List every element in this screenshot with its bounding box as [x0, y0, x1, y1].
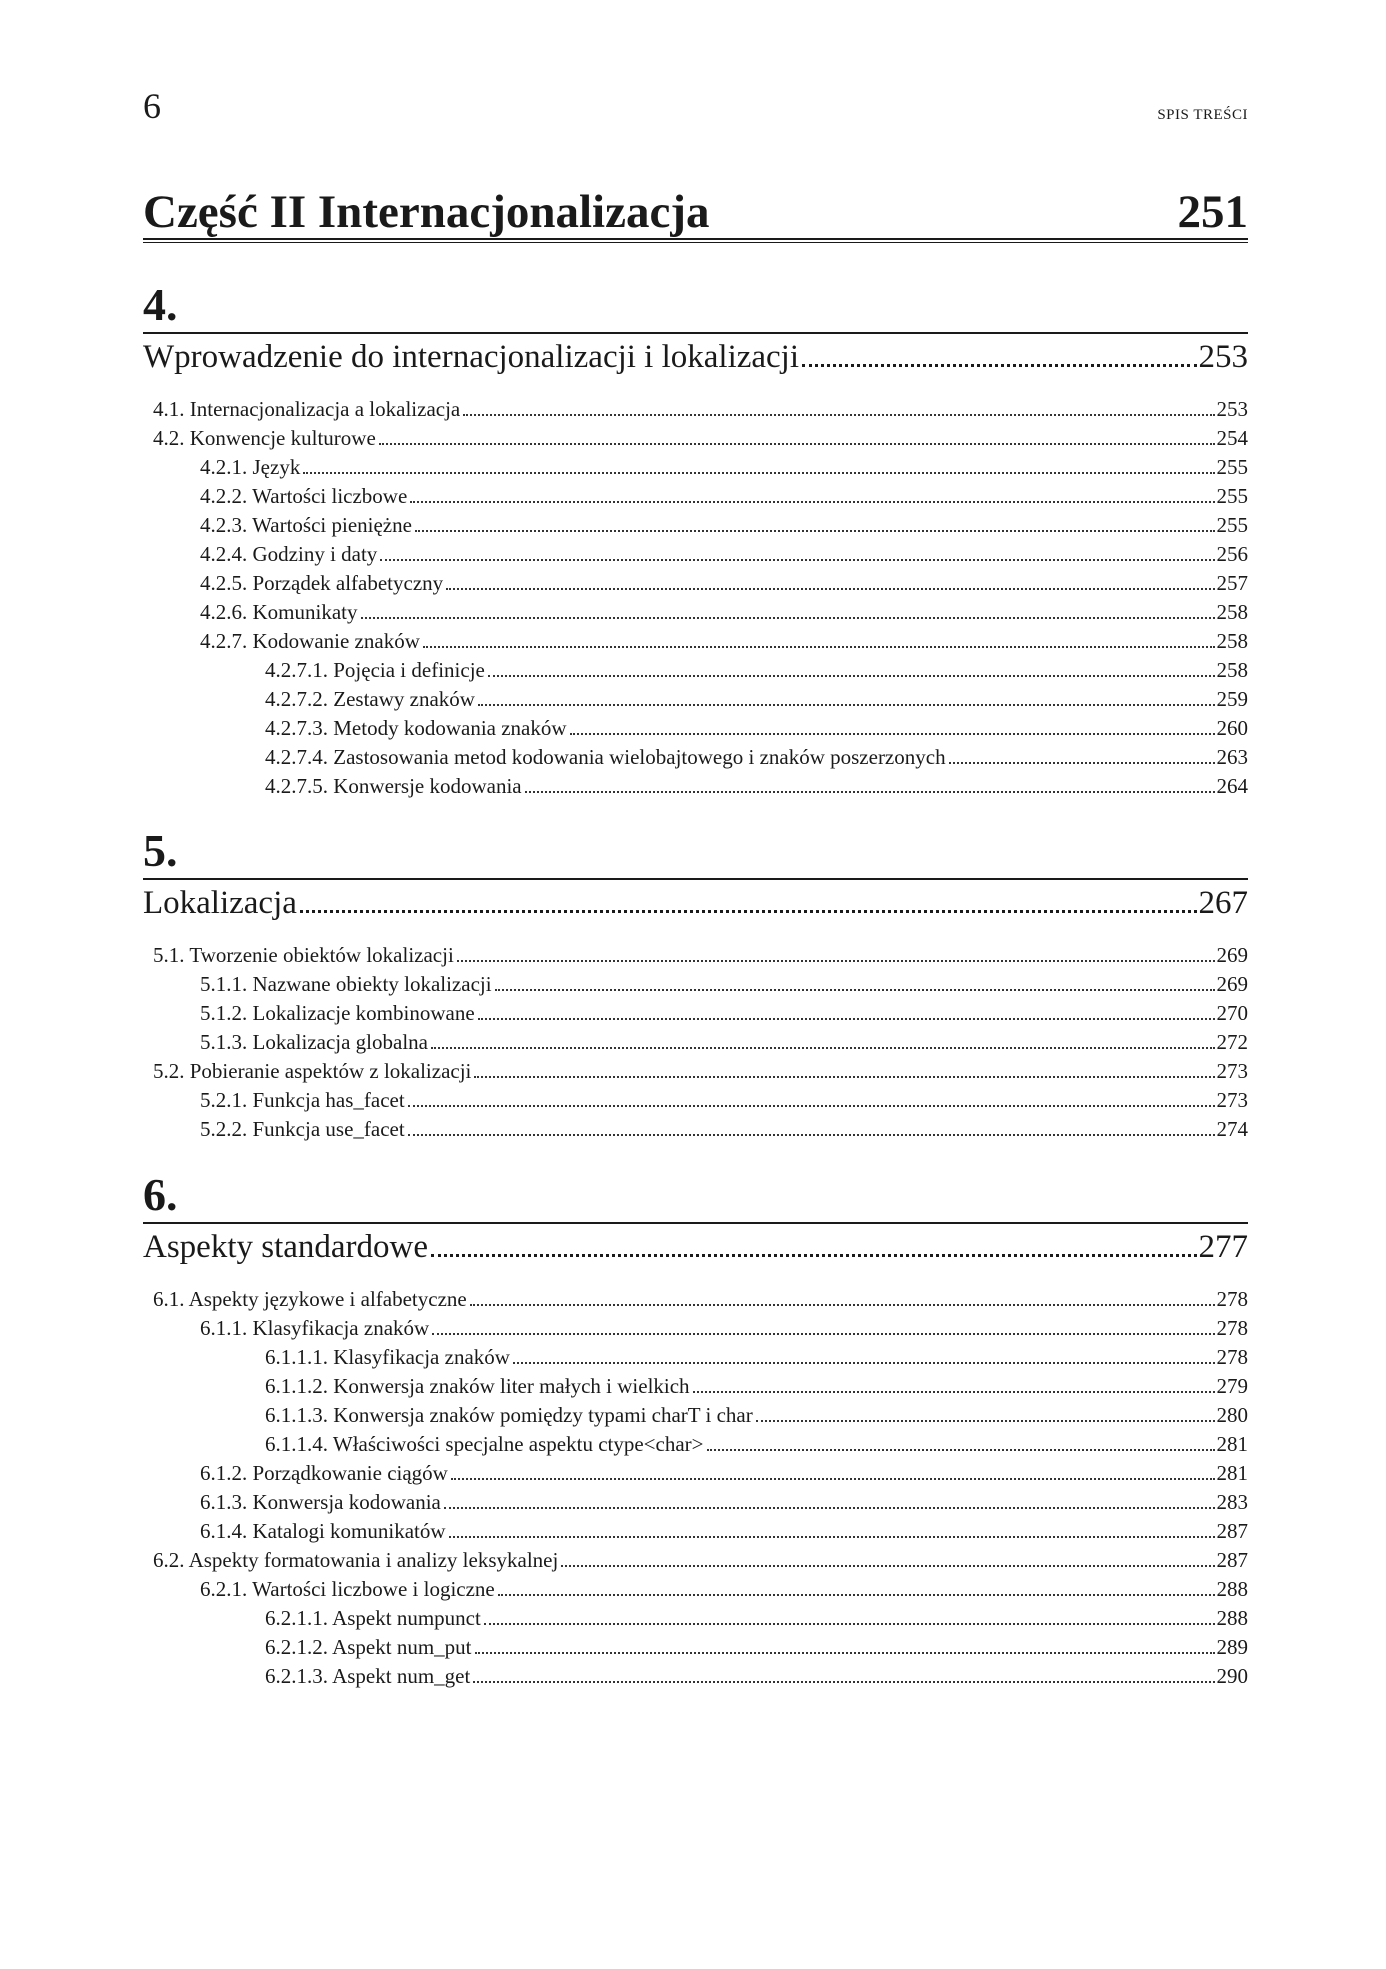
chapter-5 — [143, 825, 1248, 1144]
toc-entry-page: 288 — [1216, 1577, 1248, 1601]
dot-leader — [457, 960, 1215, 962]
toc-entry-title: 5.1.3. Lokalizacja globalna — [200, 1030, 428, 1054]
toc-entry-page: 259 — [1216, 687, 1248, 711]
dot-leader — [475, 1652, 1215, 1654]
chapter-rule — [143, 878, 1248, 880]
dot-leader — [303, 472, 1214, 474]
toc-entry[interactable] — [143, 598, 1248, 627]
toc-entry[interactable] — [143, 1343, 1248, 1372]
chapter-page: 277 — [1198, 1229, 1248, 1265]
toc-entry-page: 257 — [1216, 571, 1248, 595]
toc-entry[interactable] — [143, 1459, 1248, 1488]
toc-entry-title: 6.1.1.3. Konwersja znaków pomiędzy typami charT i char — [265, 1403, 753, 1427]
toc-entry[interactable] — [143, 1314, 1248, 1343]
toc-entry-title: 5.1.1. Nazwane obiekty lokalizacji — [200, 972, 492, 996]
toc-entry-page: 281 — [1216, 1461, 1248, 1485]
dot-leader — [431, 1047, 1215, 1049]
toc-entry-title: 6.1. Aspekty językowe i alfabetyczne — [153, 1287, 467, 1311]
dot-leader — [473, 1681, 1214, 1683]
toc-entry[interactable] — [143, 772, 1248, 801]
toc-entry-title: 6.2.1.2. Aspekt num_put — [265, 1635, 472, 1659]
toc-entry-title: 5.1. Tworzenie obiektów lokalizacji — [153, 943, 454, 967]
toc-entry-title: 4.2.7. Kodowanie znaków — [200, 629, 420, 653]
toc-entry-page: 272 — [1216, 1030, 1248, 1054]
toc-entry-title: 4.2.1. Język — [200, 455, 301, 479]
dot-leader — [484, 1623, 1215, 1625]
toc-entry[interactable] — [143, 1372, 1248, 1401]
toc-entry[interactable] — [143, 1488, 1248, 1517]
toc-entry[interactable] — [143, 1086, 1248, 1115]
toc-entry-page: 255 — [1216, 484, 1248, 508]
chapter-number: 5. — [143, 825, 178, 876]
toc-entry[interactable] — [143, 941, 1248, 970]
entry-list — [143, 941, 1248, 1144]
toc-entry-title: 6.2. Aspekty formatowania i analizy leksykalnej — [153, 1548, 559, 1572]
chapter-page: 267 — [1198, 885, 1248, 921]
toc-entry[interactable] — [143, 970, 1248, 999]
dot-leader — [693, 1391, 1215, 1393]
toc-entry[interactable] — [143, 1057, 1248, 1086]
toc-entry[interactable] — [143, 627, 1248, 656]
toc-entry-page: 263 — [1216, 745, 1248, 769]
toc-entry-title: 4.2.4. Godziny i daty — [200, 542, 378, 566]
toc-entry-title: 4.2.2. Wartości liczbowe — [200, 484, 408, 508]
toc-entry-title: 6.2.1.3. Aspekt num_get — [265, 1664, 471, 1688]
toc-entry[interactable] — [143, 1115, 1248, 1144]
toc-entry-page: 255 — [1216, 455, 1248, 479]
toc-entry[interactable] — [143, 1517, 1248, 1546]
toc-entry-page: 260 — [1216, 716, 1248, 740]
toc-entry-title: 6.1.1.1. Klasyfikacja znaków — [265, 1345, 510, 1369]
toc-entry-title: 4.2.7.1. Pojęcia i definicje — [265, 658, 485, 682]
dot-leader — [495, 989, 1215, 991]
dot-leader — [463, 414, 1214, 416]
toc-entry-page: 253 — [1216, 397, 1248, 421]
toc-entry[interactable] — [143, 1604, 1248, 1633]
toc-entry[interactable] — [143, 1633, 1248, 1662]
dot-leader — [431, 1254, 1196, 1257]
running-title: SPIS TREŚCI — [1157, 107, 1248, 123]
toc-entry-title: 6.1.3. Konwersja kodowania — [200, 1490, 441, 1514]
chapter-title-row[interactable] — [143, 341, 1248, 379]
toc-entry-title: 6.1.1.2. Konwersja znaków liter małych i wielkich — [265, 1374, 690, 1398]
dot-leader — [410, 501, 1214, 503]
toc-entry-page: 264 — [1216, 774, 1248, 798]
toc-entry-title: 4.2.7.3. Metody kodowania znaków — [265, 716, 567, 740]
toc-entry-page: 278 — [1216, 1316, 1248, 1340]
toc-entry-page: 290 — [1216, 1664, 1248, 1688]
page-number: 6 — [143, 86, 161, 126]
dot-leader — [570, 733, 1215, 735]
toc-entry-title: 4.2.6. Komunikaty — [200, 600, 358, 624]
toc-entry[interactable] — [143, 482, 1248, 511]
toc-entry-page: 254 — [1216, 426, 1248, 450]
toc-entry[interactable] — [143, 511, 1248, 540]
toc-entry-page: 287 — [1216, 1548, 1248, 1572]
toc-entry-title: 5.2.2. Funkcja use_facet — [200, 1117, 405, 1141]
toc-entry-page: 273 — [1216, 1059, 1248, 1083]
dot-leader — [380, 559, 1214, 561]
dot-leader — [513, 1362, 1215, 1364]
toc-entry[interactable] — [143, 395, 1248, 424]
toc-entry-title: 4.2.7.4. Zastosowania metod kodowania wielobajtowego i znaków poszerzonych — [265, 745, 946, 769]
part-page: 251 — [1177, 186, 1248, 238]
dot-leader — [488, 675, 1215, 677]
dot-leader — [408, 1105, 1215, 1107]
toc-entry-title: 6.1.2. Porządkowanie ciągów — [200, 1461, 448, 1485]
toc-entry-title: 4.2. Konwencje kulturowe — [153, 426, 376, 450]
entry-list — [143, 395, 1248, 801]
chapter-title: Aspekty standardowe — [143, 1229, 429, 1265]
toc-entry-page: 281 — [1216, 1432, 1248, 1456]
toc-entry-page: 258 — [1216, 658, 1248, 682]
toc-entry[interactable] — [143, 1401, 1248, 1430]
toc-entry-page: 269 — [1216, 943, 1248, 967]
toc-entry[interactable] — [143, 1430, 1248, 1459]
dot-leader — [451, 1478, 1215, 1480]
dot-leader — [525, 791, 1215, 793]
dot-leader — [478, 704, 1215, 706]
part-heading — [143, 180, 1248, 240]
dot-leader — [408, 1134, 1215, 1136]
chapter-4 — [143, 279, 1248, 801]
toc-entry-page: 274 — [1216, 1117, 1248, 1141]
toc-entry-page: 278 — [1216, 1287, 1248, 1311]
toc-entry-title: 4.2.7.5. Konwersje kodowania — [265, 774, 522, 798]
dot-leader — [449, 1536, 1215, 1538]
chapter-number: 4. — [143, 279, 178, 330]
toc-entry-page: 279 — [1216, 1374, 1248, 1398]
dot-leader — [300, 910, 1197, 913]
chapter-title-row[interactable] — [143, 1231, 1248, 1269]
toc-entry-title: 6.2.1.1. Aspekt numpunct — [265, 1606, 481, 1630]
dot-leader — [361, 617, 1215, 619]
toc-entry-title: 4.2.3. Wartości pieniężne — [200, 513, 412, 537]
dot-leader — [444, 1507, 1215, 1509]
toc-entry[interactable] — [143, 424, 1248, 453]
toc-entry-page: 278 — [1216, 1345, 1248, 1369]
chapter-title: Lokalizacja — [143, 885, 297, 921]
toc-entry-title: 6.1.1.4. Właściwości specjalne aspektu ctype<char> — [265, 1432, 704, 1456]
dot-leader — [756, 1420, 1215, 1422]
toc-entry-page: 280 — [1216, 1403, 1248, 1427]
dot-leader — [446, 588, 1214, 590]
toc-entry-title: 5.2. Pobieranie aspektów z lokalizacji — [153, 1059, 472, 1083]
dot-leader — [470, 1304, 1215, 1306]
dot-leader — [423, 646, 1215, 648]
chapter-page: 253 — [1198, 339, 1248, 375]
toc-entry-title: 4.2.5. Porządek alfabetyczny — [200, 571, 444, 595]
toc-entry-title: 5.2.1. Funkcja has_facet — [200, 1088, 405, 1112]
toc-entry-title: 4.2.7.2. Zestawy znaków — [265, 687, 475, 711]
toc-entry-title: 5.1.2. Lokalizacje kombinowane — [200, 1001, 475, 1025]
dot-leader — [561, 1565, 1214, 1567]
toc-entry-title: 4.1. Internacjonalizacja a lokalizacja — [153, 397, 461, 421]
toc-entry[interactable] — [143, 999, 1248, 1028]
toc-entry-page: 273 — [1216, 1088, 1248, 1112]
toc-entry-page: 256 — [1216, 542, 1248, 566]
toc-entry-page: 269 — [1216, 972, 1248, 996]
entry-list — [143, 1285, 1248, 1691]
chapter-number: 6. — [143, 1169, 178, 1220]
running-head — [143, 0, 1248, 140]
toc-entry-page: 288 — [1216, 1606, 1248, 1630]
toc-entry[interactable] — [143, 1575, 1248, 1604]
toc-entry-page: 258 — [1216, 600, 1248, 624]
dot-leader — [415, 530, 1215, 532]
toc-entry[interactable] — [143, 714, 1248, 743]
toc-entry[interactable] — [143, 540, 1248, 569]
dot-leader — [474, 1076, 1214, 1078]
toc-entry[interactable] — [143, 569, 1248, 598]
toc-entry[interactable] — [143, 1546, 1248, 1575]
dot-leader — [432, 1333, 1214, 1335]
dot-leader — [707, 1449, 1215, 1451]
toc-page — [143, 0, 1248, 1688]
toc-entry-title: 6.1.1. Klasyfikacja znaków — [200, 1316, 430, 1340]
toc-entry[interactable] — [143, 453, 1248, 482]
toc-entry-page: 255 — [1216, 513, 1248, 537]
dot-leader — [498, 1594, 1215, 1596]
dot-leader — [802, 364, 1196, 367]
toc-entry[interactable] — [143, 1285, 1248, 1314]
chapter-rule — [143, 332, 1248, 334]
toc-entry-page: 283 — [1216, 1490, 1248, 1514]
chapter-6 — [143, 1169, 1248, 1691]
chapter-rule — [143, 1222, 1248, 1224]
dot-leader — [949, 762, 1215, 764]
chapter-title: Wprowadzenie do internacjonalizacji i lokalizacji — [143, 339, 800, 375]
chapter-title-row[interactable] — [143, 887, 1248, 925]
toc-entry[interactable] — [143, 656, 1248, 685]
part-title: Część II Internacjonalizacja — [143, 186, 710, 238]
toc-entry-title: 6.2.1. Wartości liczbowe i logiczne — [200, 1577, 495, 1601]
toc-entry-title: 6.1.4. Katalogi komunikatów — [200, 1519, 446, 1543]
toc-entry-page: 258 — [1216, 629, 1248, 653]
toc-entry[interactable] — [143, 1662, 1248, 1691]
toc-entry[interactable] — [143, 1028, 1248, 1057]
dot-leader — [379, 443, 1215, 445]
toc-entry-page: 270 — [1216, 1001, 1248, 1025]
toc-entry-page: 287 — [1216, 1519, 1248, 1543]
toc-entry-page: 289 — [1216, 1635, 1248, 1659]
toc-entry[interactable] — [143, 743, 1248, 772]
toc-entry[interactable] — [143, 685, 1248, 714]
dot-leader — [478, 1018, 1215, 1020]
